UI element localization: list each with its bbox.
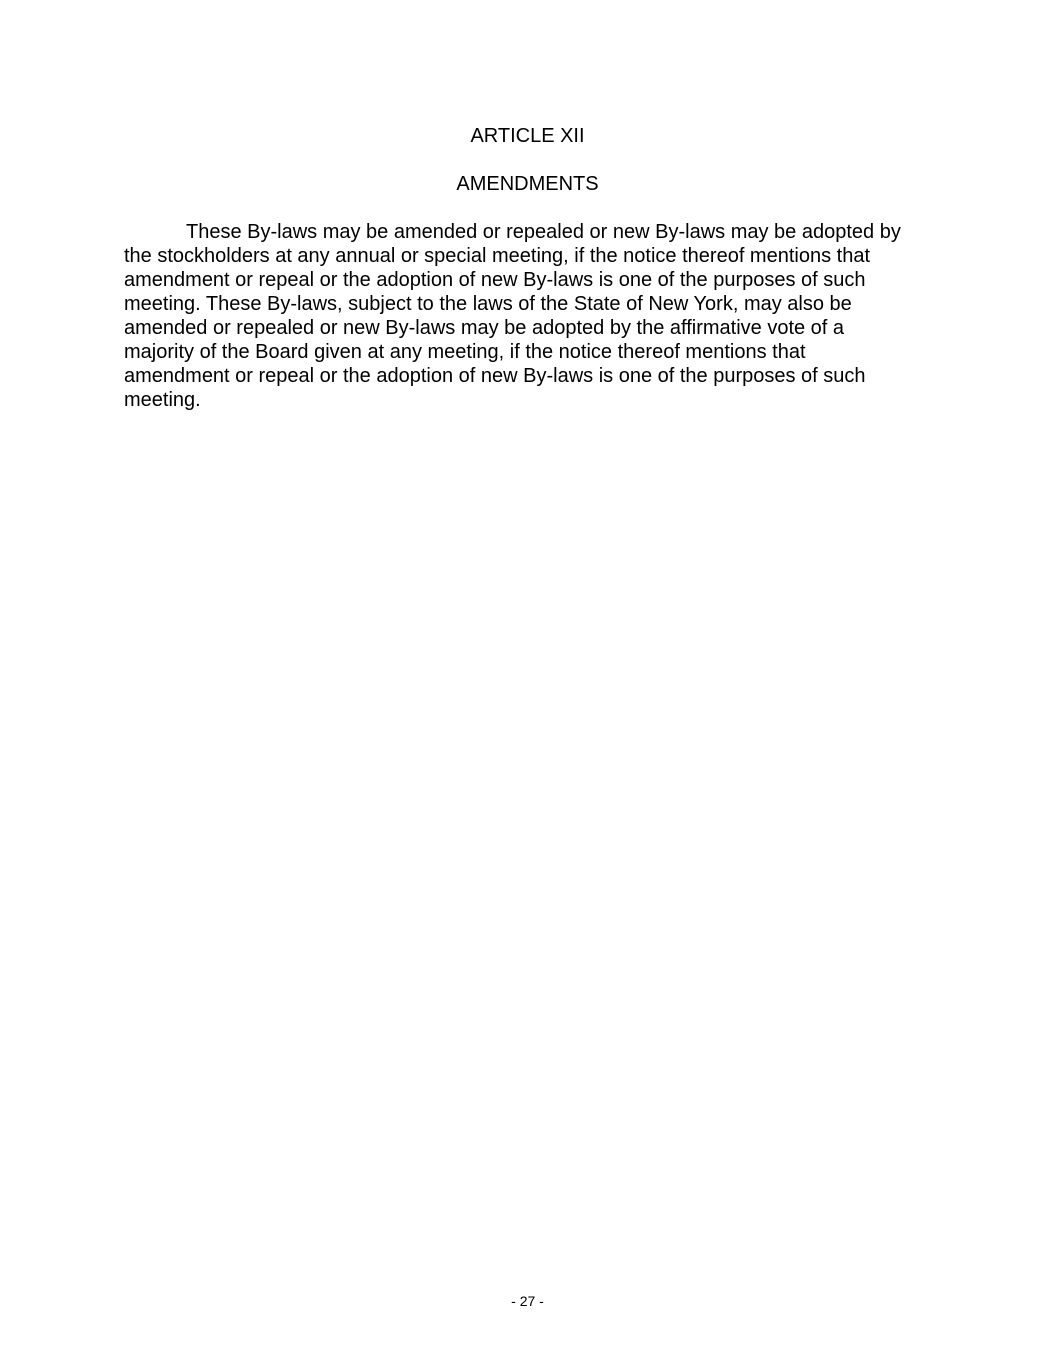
paragraph-line: amendment or repeal or the adoption of new By-laws is one of the purposes of such	[124, 365, 866, 387]
article-title-heading: AMENDMENTS	[456, 173, 599, 195]
page-number: - 27 -	[511, 1293, 544, 1309]
article-number-heading: ARTICLE XII	[470, 125, 585, 147]
paragraph-line: meeting.	[124, 389, 201, 411]
paragraph-line: amended or repealed or new By-laws may be adopted by the affirmative vote of a	[124, 317, 845, 339]
amendments-paragraph	[124, 220, 932, 412]
paragraph-line: meeting. These By-laws, subject to the laws of the State of New York, may also be	[124, 293, 852, 315]
paragraph-line: These By-laws may be amended or repealed or new By-laws may be adopted by	[186, 221, 901, 243]
paragraph-line: amendment or repeal or the adoption of new By-laws is one of the purposes of such	[124, 269, 866, 291]
paragraph-line: the stockholders at any annual or special meeting, if the notice thereof mentions that	[124, 245, 870, 267]
paragraph-line: majority of the Board given at any meeting, if the notice thereof mentions that	[124, 341, 806, 363]
